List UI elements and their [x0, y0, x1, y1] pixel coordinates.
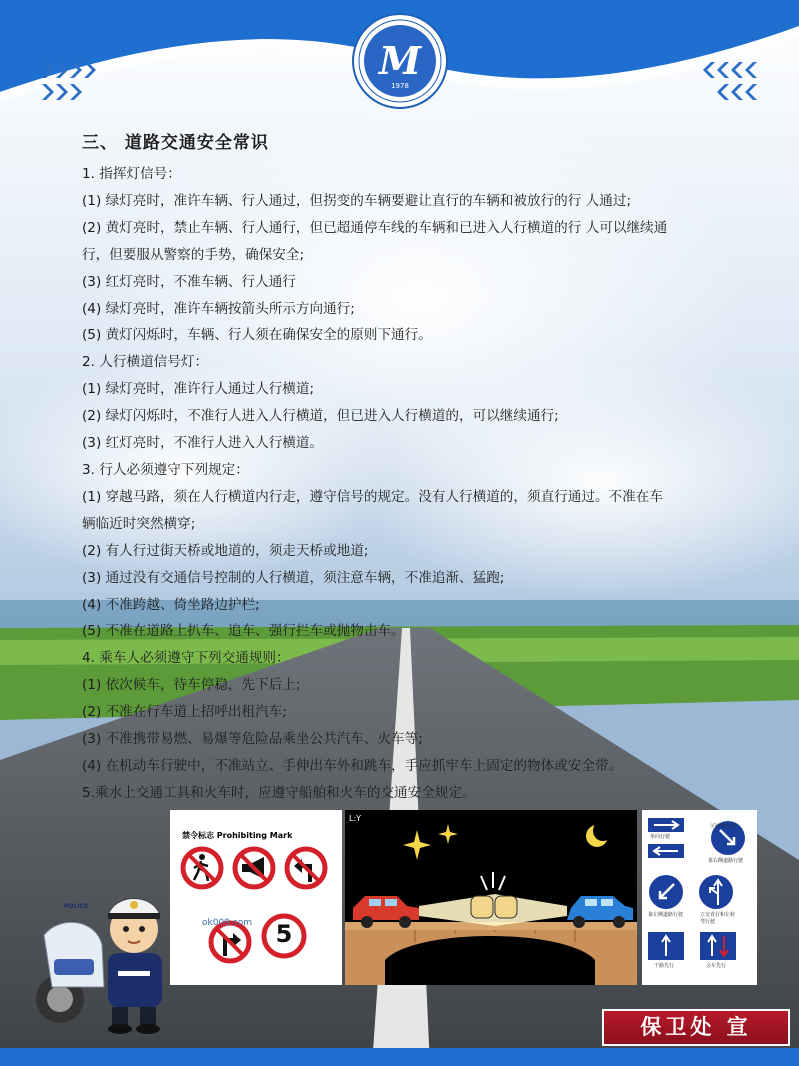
signs-title: 禁令标志 Prohibiting Mark [182, 831, 293, 840]
guide-label: （向左或向右） [707, 823, 740, 829]
department-label: 保卫处 宣 [602, 1009, 790, 1046]
guide-label: 靠左侧道路行驶 [648, 912, 684, 918]
text-line: 3. 行人必须遵守下列规定： [82, 461, 249, 478]
text-line: (2) 不准在行车道上招呼出租汽车; [82, 704, 287, 721]
text-line: 2. 人行横道信号灯： [82, 354, 209, 371]
straight-or-left-icon [699, 875, 733, 909]
safety-text-block [82, 128, 772, 807]
text-line: (3) 通过没有交通信号控制的人行横道，须注意车辆，不准追渐、猛跑; [82, 569, 505, 586]
moon-icon [586, 821, 613, 847]
no-left-turn-icon [287, 849, 325, 887]
text-line: 1. 指挥灯信号： [82, 166, 181, 182]
police-icon [108, 899, 162, 1035]
star-icon [438, 824, 458, 844]
text-line: (3) 不准携带易燃、易爆等危险品乘坐公共汽车、火车等; [82, 731, 423, 748]
guide-label: 单向行驶 [650, 834, 671, 840]
guide-label: 干路先行 [654, 963, 675, 969]
police-badge-text: POLICE [64, 903, 89, 910]
text-line: (4) 绿灯亮时，准许车辆按箭头所示方向通行; [82, 300, 355, 317]
no-right-turn-icon [211, 923, 249, 961]
speed-limit-value: 5 [275, 920, 293, 948]
star-icon [403, 830, 431, 860]
text-line: (1) 绿灯亮时，准许车辆、行人通过，但拐变的车辆要避让直行的车辆和被放行的行 人通过; [82, 192, 632, 209]
watermark: ok009.com [202, 918, 252, 928]
cartoon-corner-text: L:Y [349, 814, 362, 823]
guide-label: 立交直行和左转弯行驶 [700, 912, 736, 925]
one-way-right-icon [648, 818, 684, 832]
text-line: (5) 黄灯闪烁时，车辆、行人须在确保安全的原则下通行。 [82, 327, 432, 344]
one-way-left-icon [648, 844, 684, 858]
prohibition-signs [170, 810, 342, 985]
svg-text:M: M [378, 38, 422, 83]
text-line: (2) 有人行过街天桥或地道的，须走天桥或地道; [82, 542, 369, 559]
text-line: 行，但要服从警察的手势，确保安全; [82, 246, 305, 263]
right-of-way-icon [648, 932, 684, 960]
night-driving-cartoon [345, 810, 637, 985]
text-line: (4) 不准跨越、倚坐路边护栏; [82, 596, 260, 613]
police-officer-illustration [30, 875, 190, 1035]
keep-left-icon [649, 875, 683, 909]
prohibiting-signs-panel [170, 810, 342, 985]
text-line: (3) 红灯亮时，不准车辆、行人通行 [82, 273, 296, 290]
text-line: (1) 绿灯亮时，准许行人通过人行横道; [82, 381, 315, 398]
school-emblem [351, 12, 449, 110]
guide-label: 会车先行 [706, 963, 727, 969]
motorcycle-icon [36, 922, 104, 1023]
guide-label: 靠右侧道路行驶 [708, 858, 744, 864]
section-heading: 三、 道路交通安全常识 [82, 133, 269, 153]
guide-signs-panel [642, 810, 757, 985]
text-line: (3) 红灯亮时，不准行人进入人行横道。 [82, 435, 324, 452]
svg-text:1978: 1978 [391, 82, 409, 90]
text-line: (5) 不准在道路上扒车、追车、强行拦车或抛物击车。 [82, 623, 405, 640]
text-line: (1) 依次候车，待车停稳，先下后上; [82, 677, 301, 694]
text-line: 4. 乘车人必须遵守下列交通规则： [82, 650, 290, 667]
text-line: 5.乘水上交通工具和火车时，应遵守船舶和火车的交通安全规定。 [82, 784, 476, 801]
text-line: (2) 黄灯亮时，禁止车辆、行人通行，但已超通停车线的车辆和已进入人行横道的行 人可以继续通 [82, 219, 668, 236]
text-line: 辆临近时突然横穿; [82, 515, 196, 532]
no-horn-icon [235, 849, 273, 887]
priority-oncoming-icon [700, 932, 736, 960]
text-line: (4) 在机动车行驶中，不准站立、手伸出车外和跳车，手应抓牢车上固定的物体或安全带。 [82, 757, 623, 774]
text-line: (1) 穿越马路，须在人行横道内行走，遵守信号的规定。没有人行横道的，须直行通过。不准在车 [82, 488, 663, 505]
text-line: (2) 绿灯闪烁时，不准行人进入人行横道，但已进入人行横道的，可以继续通行; [82, 408, 559, 425]
